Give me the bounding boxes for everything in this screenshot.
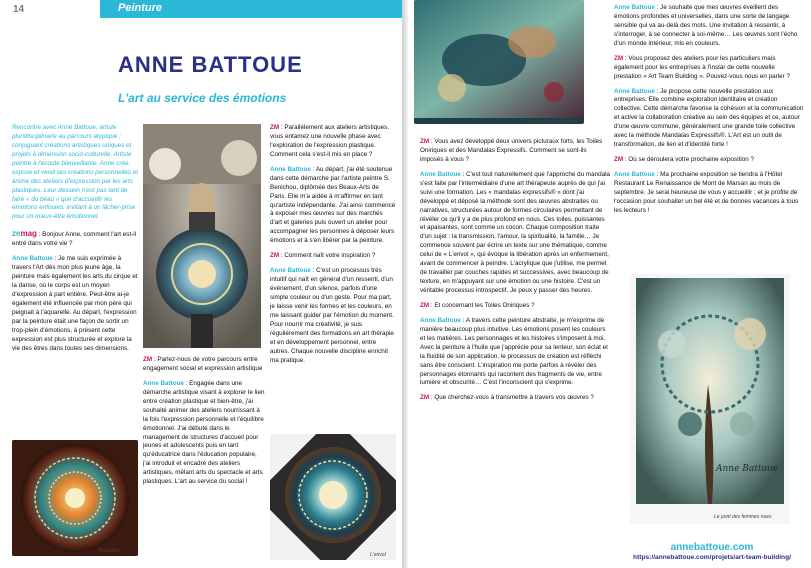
question-3: ZM : Parallèlement aux ateliers artistiques, vous entamez une nouvelle phase avec l'exploration de l'expression plastique. Comment cela s'est-il mis en place ? — [270, 124, 389, 158]
caption-transition: Transition — [98, 548, 120, 554]
article-subtitle: L'art au service des émotions — [118, 91, 287, 105]
answer-9: Anne Battoue : Ma prochaine exposition se tiendra à l'Hôtel Restaurant Le Renaissance de Mont de Marsan au mois de septembre. Je serai heureuse de vous y accueillir ; et je profite de l'occasion pour souhaiter un bel été et de bonnes vacances à tous les lecteurs ! — [614, 171, 799, 214]
column-1 — [12, 124, 138, 368]
answer-2: Anne Battoue : Engagée dans une démarche artistique visant à explorer le lien entre création plastique et bien-être, j'ai souhaité animer des ateliers nourrissant à la fois l'expression personnelle et l'équilibre émotionnel. J'ai débuté dans le management de structures d'accueil pour jeunes et adolescents puis en tant qu'éducatrice dans l'éducation populaire, j'ai introduit et encadré des ateliers artistiques, mêlant arts du spectacle et arts plastiques. L'art au service du social ! — [143, 379, 265, 486]
answer-1: Anne Battoue : Je me suis exprimée à travers l'Art dès mon plus jeune âge, la peinture mais également les arts du cirque et la danse, où le corps est un moyen d'expression à part entière. Peut-être ai-je également été influencée par mon père qui peignait à l'aquarelle. Au départ, l'expression par la peinture était une façon de sortir un trop-plein d'émotions, à présent cette expression est plus structurée et explore la vie des êtres dans toutes ses dimensions. — [12, 255, 138, 352]
website-name[interactable]: annebattoue.com — [670, 542, 754, 553]
question-6: ZM : Et concernant les Toiles Oniriques ? — [420, 301, 535, 309]
artwork-chant-des-baleines — [414, 0, 584, 124]
painter-signature: Anne Battoue — [716, 464, 779, 474]
artwork-transition — [12, 440, 138, 556]
left-page — [0, 0, 402, 568]
question-1: zemag : Bonjour Anne, comment l'art est-il entré dans votre vie ? — [12, 229, 137, 248]
question-8: ZM : Vous proposez des ateliers pour les particuliers mais également pour les entreprises à l'instar de cette nouvelle prestation « Art Team Building ». Pouvez-vous nous en parler ? — [614, 54, 790, 80]
caption-lenvol: L'envol — [370, 552, 386, 558]
artwork-lenvol — [270, 434, 396, 560]
artwork-pont-des-femmes-nues — [630, 274, 790, 524]
column-1-continued — [12, 368, 138, 438]
question-5: ZM : Vous avez développé deux univers picturaux forts, les Toiles Oniriques et des Mandalas Expressifs. Comment se sont-ils imposés à vous ? — [420, 138, 603, 163]
section-label: Peinture — [118, 2, 163, 14]
portrait-illustration — [143, 124, 261, 348]
article-title: ANNE BATTOUE — [118, 52, 303, 77]
question-4: ZM : Comment naît votre inspiration ? — [270, 252, 376, 260]
mandala-painting-2 — [270, 434, 396, 560]
column-4 — [420, 138, 610, 568]
artist-portrait-photo — [143, 124, 261, 348]
intro-text: Rencontre avec Anne Battoue, artiste pluridisciplinaire au parcours atypique ; conjuguant créations artistiques uniques et projets à dimension socio-culturelle. Artiste peintre à l'écoute bienveillante, Anne crée, expose et vend ses créations personnelles et anime des ateliers d'expression par les arts plastiques. Leur dessein n'est pas tant de faire « du beau » que d'accueillir les émotions enfouies, invitant à un lâcher-prise pour un mieux-être émotionnel. — [12, 124, 138, 221]
answer-4: Anne Battoue : C'est un processus très intuitif qui naît en général d'un ressenti, d'un événement, d'un silence, parfois d'une simple couleur ou d'un geste. Pour ma part, je laisse venir les formes et les couleurs, en me laissant guider par l'émotion du moment. Pour nourrir ma créativité, je suis régulièrement des formations en art thérapie et en développement personnel, entre autres. Chaque nouvelle discipline enrichit ma pratique. — [270, 267, 394, 364]
answer-3: Anne Battoue : Au départ, j'ai été soutenue dans cette démarche par l'artiste peintre S. Benichou, diplômée des Beaux-Arts de Paris. Elle m'a aidée à m'affirmer en tant qu'artiste indépendante. J'ai ainsi commencé à exposer mes œuvres sur des marchés d'art et galeries puis ouvert un atelier pour accompagner les personnes à déposer leurs émotions et à s'en libérer par la peinture. — [270, 165, 396, 245]
question-2: ZM : Parlez-nous de votre parcours entre engagement social et expression artistique — [143, 356, 263, 372]
page-header — [0, 0, 402, 20]
question-7: ZM : Que cherchez-vous à transmettre à travers vos œuvres ? — [420, 394, 594, 402]
answer-5: Anne Battoue : C'est tout naturellement que l'approche du mandala s'est faite par l'intermédiaire d'une art thérapeute auprès de qui j'ai suivi une formation. Les « mandalas expressifs® » dont j'ai développé et déposé la méthode sont des œuvres abstraites ou narratives, structurées autour de formes circulaires permettant de révéler ce qu'il y a de plus profond en nous. Ces toiles, puissantes et apaisantes, sont comme un cocon. Chaque composition traite d'un sujet : la transmission, l'amour, la spiritualité, la famille… Je commence souvent par écrire un texte sur une thématique, comme celui de « L'envol », qui évoque la libération après un enfermement, avant de commencer à peindre. L'acrylique que j'utilise, me permet de travailler par couches rapides et successives, avec beaucoup de texture, en m'appuyant sur une émotion ou une histoire. C'est un véritable processus introspectif. Je peux y passer des heures. — [420, 170, 610, 294]
caption-pont-des-femmes-nues: Le pont des femmes nues — [714, 514, 772, 520]
zemag-logo: zemag — [12, 229, 37, 239]
caption-chant-des-baleines: Le chant des baleines — [528, 119, 577, 124]
question-9: ZM : Où se déroulera votre prochaine exposition ? — [614, 156, 755, 164]
column-5 — [614, 4, 804, 260]
tree-painting — [630, 274, 790, 514]
answer-8: Anne Battoue : Je propose cette nouvelle prestation aux entreprises. Elle combine exploration identitaire et création collective. Cette démarche favorise la cohésion et la communication et active la collaboration créative au sein des équipes et ce, autour d'une œuvre commune, généralement une grande toile collective avec la méthode Mandalas Expressifs®. L'Art est un outil de transformation, de lien et d'identité forte ! — [614, 87, 804, 149]
oniric-painting — [414, 0, 584, 124]
website-url[interactable]: https://annebattoue.com/projets/art-team-building/ — [633, 554, 791, 561]
right-page — [408, 0, 811, 568]
column-2 — [143, 356, 265, 556]
mandala-painting-1 — [12, 440, 138, 556]
column-3 — [270, 124, 396, 430]
page-number: 14 — [13, 4, 25, 15]
answer-6: Anne Battoue : A travers cette peinture abstraite, je m'exprime de manière beaucoup plus intuitive. Les émotions posent les couleurs et les matières. Les personnages et les histoires s'imposent à moi. Avec la peinture à l'huile que j'apprécie pour sa lenteur, son éclat et la fluidité de son application, le processus de création est réfléchi sans être conscient. L'inspiration me porte parfois à révéler des personnages étonnants qui racontent des fragments de vie, entre lumière et obscurité… C'est l'inconscient qui s'exprime. — [420, 316, 608, 387]
answer-7: Anne Battoue : Je souhaite que mes œuvres éveillent des émotions profondes et universelles, dans une sorte de langage sensible qui va au-delà des mots. Une invitation à ressentir, à s'interroger, à se connecter à soi-même… Les œuvres sont l'écho d'un monde intérieur, mis en couleurs. — [614, 4, 798, 47]
